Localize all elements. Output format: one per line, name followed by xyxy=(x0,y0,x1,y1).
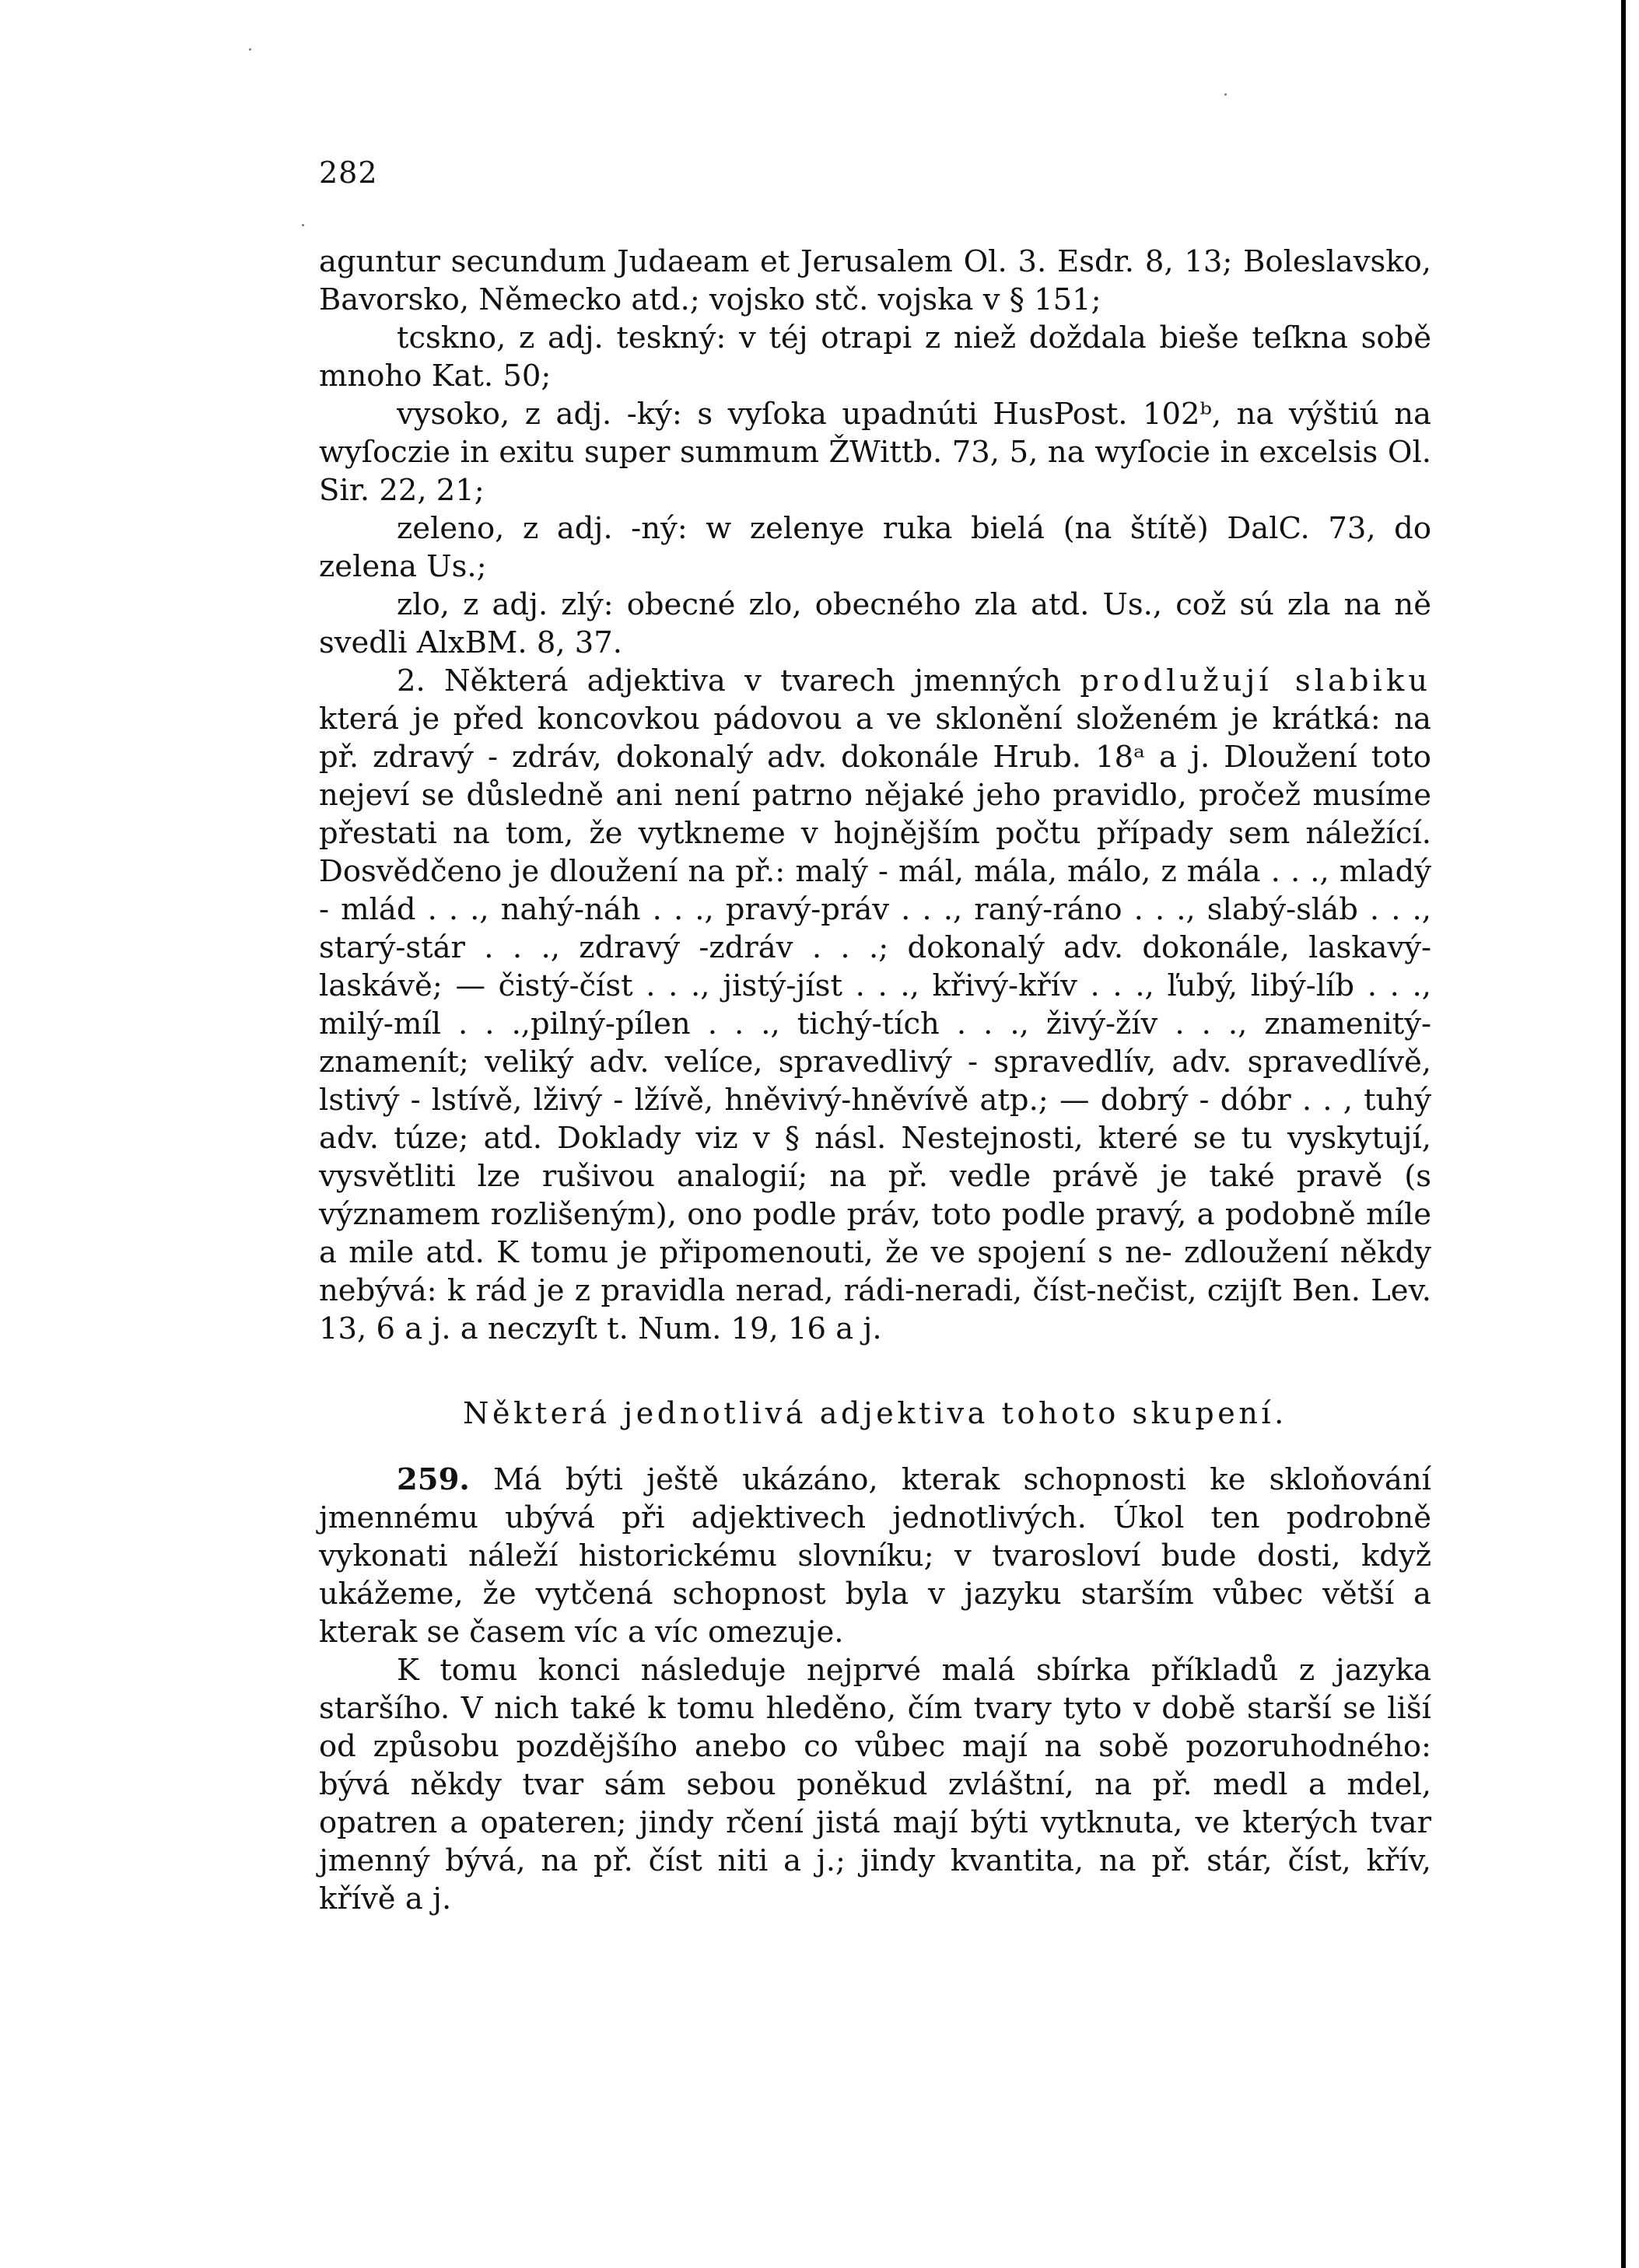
section-heading: Některá jednotlivá adjektiva tohoto skupení. xyxy=(463,1396,1287,1430)
section-number: 259. xyxy=(397,1462,470,1497)
text-block xyxy=(319,243,1431,1918)
rule-emphasis: prodlužují slabiku xyxy=(1080,663,1431,698)
paragraph-zlo: zlo, z adj. zlý: obecné zlo, obecného zla atd. Us., což sú zla na ně svedli AlxBM. 8, 37. xyxy=(319,587,1431,660)
scan-speck xyxy=(302,224,304,226)
paragraph-continuation: aguntur secundum Judaeam et Jerusalem Ol. 3. Esdr. 8, 13; Boleslavsko, Bavorsko, Německo atd.; vojsko stč. vojska v § 151; xyxy=(319,244,1431,317)
scan-speck xyxy=(1224,93,1227,96)
page-number: 282 xyxy=(319,156,378,190)
paragraph-rule-2 xyxy=(319,662,1431,1348)
rule-text: která je před koncovkou pádovou a ve sklonění složeném je krátká: na př. zdravý - zdráv, dokonalý adv. dokonále Hrub. 18ᵃ a j. Dloužení toto nejeví se důsledně ani není patrno nějaké jeho pravidlo, pročež musíme přestati na tom, že vytkneme v hojnějším počtu případy sem náležící. Dosvědčeno je dloužení na př.: malý - mál, mála, málo, z mála . . ., mladý - mlád . . ., nahý-náh . . ., pravý-práv . . ., raný-ráno . . ., slabý-sláb . . ., starý-stár . . ., zdravý -zdráv . . .; dokonalý adv. dokonále, laskavý-laskávě; — čistý-číst . . ., jistý-jíst . . ., křivý-křív . . ., ľubý, libý-líb . . ., milý-míl . . .,pilný-pílen . . ., tichý-tích . . ., živý-žív . . ., znamenitý-znamenít; veliký adv. velíce, spravedlivý - spravedlív, adv. spravedlívě, lstivý - lstívě, lživý - lžívě, hněvivý-hněvívě atp.; — dobrý - dóbr . . , tuhý adv. túze; atd. Doklady viz v § násl. Nestejnosti, které se tu vyskytují, vysvětliti lze rušivou analogií; na př. vedle právě je také pravě (s významem rozlišeným), ono podle práv, toto podle pravý, a podobně míle a mile atd. K tomu je připomenouti, že ve spojení s ne- zdloužení někdy nebývá: k rád je z pravidla nerad, rádi-neradi, číst-nečist, czijſt Ben. Lev. 13, 6 a j. a neczyſt t. Num. 19, 16 a j. xyxy=(319,702,1431,1346)
paragraph-zeleno: zeleno, z adj. -ný: w zelenye ruka bielá (na štítě) DalC. 73, do zelena Us.; xyxy=(319,511,1431,584)
paragraph-section-259 xyxy=(319,1461,1431,1651)
page-edge-rule xyxy=(1621,0,1626,2268)
paragraph-vysoko: vysoko, z adj. -ký: s vyſoka upadnúti HusPost. 102ᵇ, na výštiú na wyſoczie in exitu super summum ŽWittb. 73, 5, na wyſocie in excelsis Ol. Sir. 22, 21; xyxy=(319,397,1431,508)
section-text: Má býti ještě ukázáno, kterak schopnosti ke skloňování jmennému ubývá při adjektivech jednotlivých. Úkol ten podrobně vykonati náleží historickému slovníku; v tvarosloví bude dosti, když ukážeme, že vytčená schopnost byla v jazyku starším vůbec větší a kterak se časem víc a víc omezuje. xyxy=(319,1462,1431,1650)
paragraph-closing: K tomu konci následuje nejprvé malá sbírka příkladů z jazyka staršího. V nich také k tomu hleděno, čím tvary tyto v době starší se liší od způsobu pozdějšího anebo co vůbec mají na sobě pozoruhodného: bývá někdy tvar sám sebou poněkud zvláštní, na př. medl a mdel, opatren a opateren; jindy rčení jistá mají býti vytknuta, ve kterých tvar jmenný bývá, na př. číst niti a j.; jindy kvantita, na př. stár, číst, křív, křívě a j. xyxy=(319,1653,1431,1916)
rule-lead: 2. Některá adjektiva v tvarech jmenných xyxy=(397,663,1062,698)
paragraph-teskno: tcskno, z adj. teskný: v téj otrapi z niež doždala bieše teſkna sobě mnoho Kat. 50; xyxy=(319,320,1431,394)
scan-speck xyxy=(249,48,251,51)
